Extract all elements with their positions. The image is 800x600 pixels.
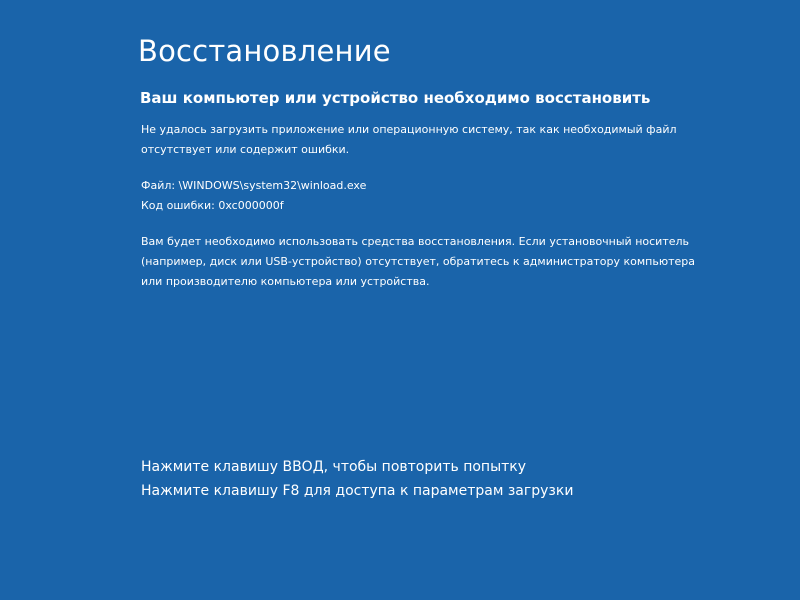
page-subtitle: Ваш компьютер или устройство необходимо восстановить bbox=[140, 89, 651, 107]
enter-retry-prompt: Нажмите клавишу ВВОД, чтобы повторить попытку bbox=[141, 459, 527, 475]
recovery-advice-line: (например, диск или USB-устройство) отсутствует, обратитесь к администратору компьютера bbox=[141, 255, 695, 268]
error-code: Код ошибки: 0xc000000f bbox=[141, 199, 284, 212]
recovery-advice-line: Вам будет необходимо использовать средства восстановления. Если установочный носитель bbox=[141, 235, 690, 248]
error-description bbox=[141, 120, 761, 160]
error-description-line: Не удалось загрузить приложение или операционную систему, так как необходимый файл bbox=[141, 123, 677, 136]
recovery-advice bbox=[141, 232, 761, 292]
error-file: Файл: \WINDOWS\system32\winload.exe bbox=[141, 179, 367, 192]
recovery-advice-line: или производителю компьютера или устройства. bbox=[141, 275, 430, 288]
f8-boot-options-prompt: Нажмите клавишу F8 для доступа к параметрам загрузки bbox=[141, 483, 574, 499]
page-title: Восстановление bbox=[138, 34, 391, 68]
error-description-line: отсутствует или содержит ошибки. bbox=[141, 143, 350, 156]
error-details bbox=[141, 176, 761, 216]
